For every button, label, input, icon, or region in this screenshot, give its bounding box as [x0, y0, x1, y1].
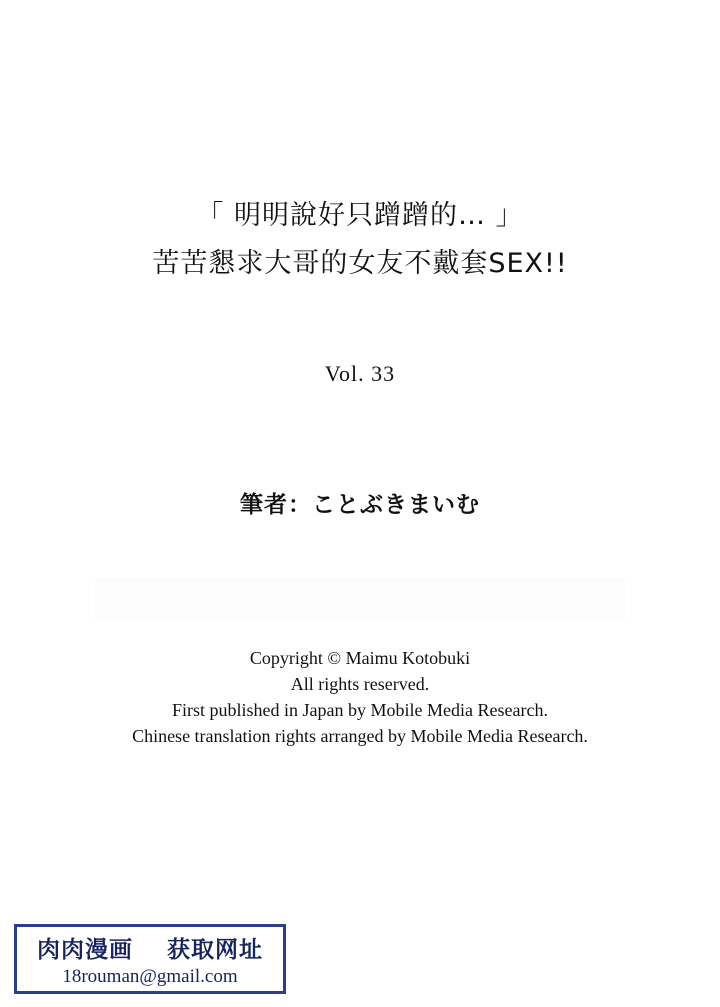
watermark-site-name: 肉肉漫画 — [36, 937, 133, 963]
title-block — [0, 192, 720, 288]
watermark-heading — [25, 931, 275, 964]
watermark-email: 18rouman@gmail.com — [62, 966, 238, 987]
copyright-line-1: Copyright © Maimu Kotobuki — [249, 648, 471, 668]
copyright-line-3: First published in Japan by Mobile Media Research. — [172, 700, 548, 720]
copyright-block — [0, 645, 720, 749]
watermark-action-text: 获取网址 — [167, 937, 264, 963]
title-line-2: 苦苦懇求大哥的女友不戴套SEX!! — [152, 248, 568, 279]
author-label: 筆者：ことぶきまいむ — [240, 492, 480, 518]
copyright-line-2: All rights reserved. — [290, 674, 430, 694]
copyright-line-4: Chinese translation rights arranged by Mobile Media Research. — [132, 726, 588, 746]
watermark-box — [14, 924, 286, 994]
title-line-1: 「 明明說好只蹭蹭的… 」 — [196, 200, 524, 231]
volume-label: Vol. 33 — [324, 361, 396, 386]
decorative-band — [95, 578, 625, 620]
